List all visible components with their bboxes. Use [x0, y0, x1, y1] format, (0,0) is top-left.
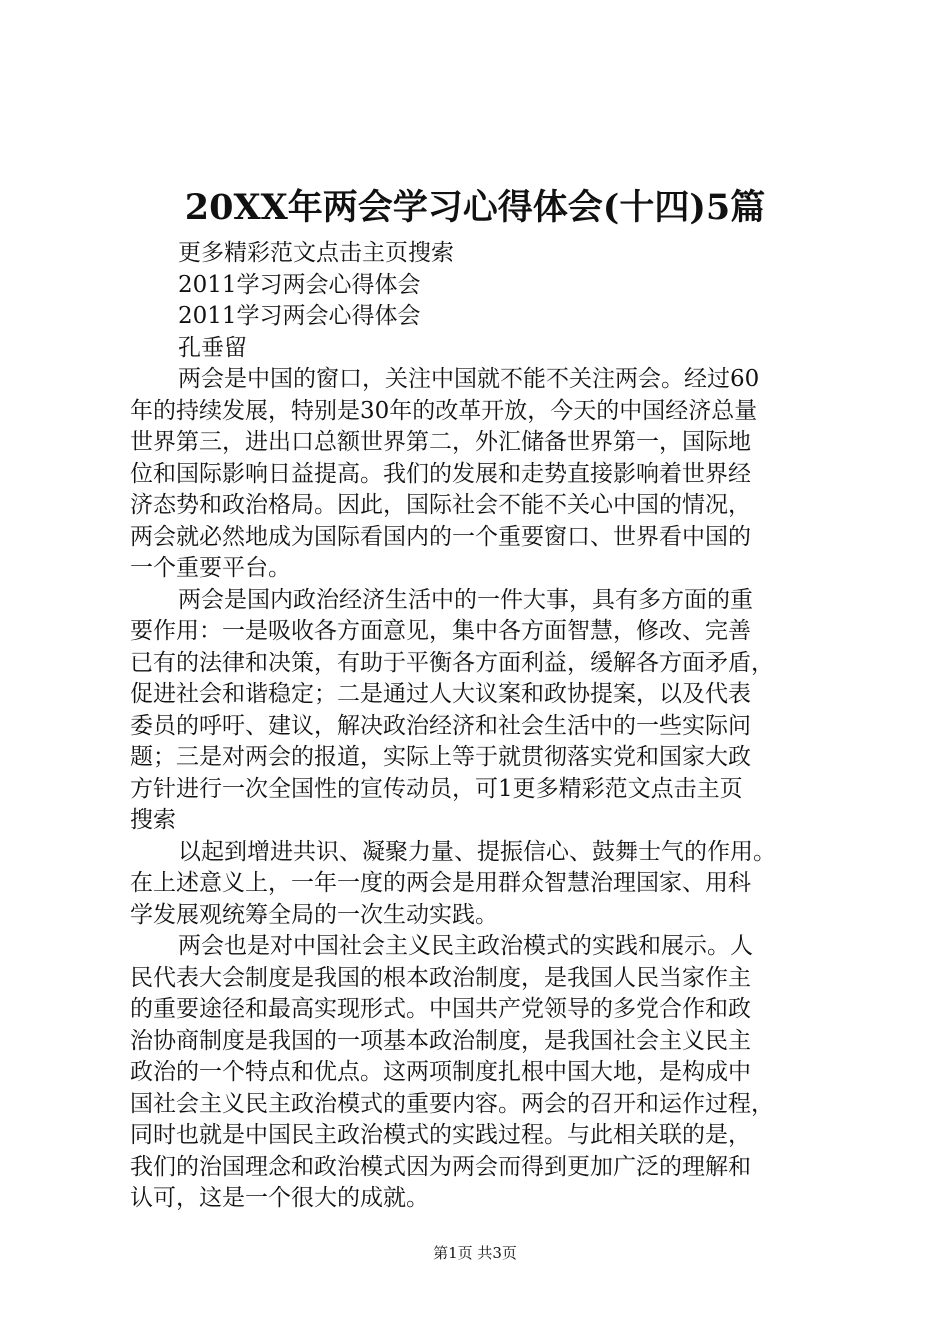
text-line: 世界第三，进出口总额世界第二，外汇储备世界第一，国际地 — [130, 429, 751, 455]
text-line: 我们的治国理念和政治模式因为两会而得到更加广泛的理解和 — [130, 1153, 751, 1180]
text-line: 两会也是对中国社会主义民主政治模式的实践和展示。人 — [178, 933, 753, 959]
text-line: 两会就必然地成为国际看国内的一个重要窗口、世界看中国的 — [130, 523, 751, 550]
text-line: 济态势和政治格局。因此，国际社会不能不关心中国的情况， — [130, 492, 751, 518]
text-line: 更多精彩范文点击主页搜索 — [178, 240, 454, 266]
page-footer: 第1页 共3页 — [433, 1244, 517, 1262]
document-body — [130, 238, 850, 1215]
text-line: 促进社会和谐稳定；二是通过人大议案和政协提案，以及代表 — [130, 681, 751, 707]
text-line: 2011学习两会心得体会 — [178, 271, 421, 298]
text-line: 已有的法律和决策，有助于平衡各方面利益，缓解各方面矛盾， — [130, 649, 774, 676]
text-line: 2011学习两会心得体会 — [178, 303, 421, 329]
text-line: 治协商制度是我国的一项基本政治制度，是我国社会主义民主 — [130, 1027, 751, 1054]
text-line: 委员的呼吁、建议，解决政治经济和社会生活中的一些实际问 — [130, 712, 751, 739]
text-line: 政治的一个特点和优点。这两项制度扎根中国大地，是构成中 — [130, 1059, 751, 1085]
text-line: 位和国际影响日益提高。我们的发展和走势直接影响着世界经 — [130, 460, 751, 487]
text-line: 年的持续发展，特别是30年的改革开放，今天的中国经济总量 — [130, 397, 758, 424]
text-line: 民代表大会制度是我国的根本政治制度，是我国人民当家作主 — [130, 964, 751, 991]
text-line: 两会是国内政治经济生活中的一件大事，具有多方面的重 — [178, 586, 753, 613]
text-line: 孔垂留 — [178, 334, 247, 361]
text-line: 以起到增进共识、凝聚力量、提振信心、鼓舞士气的作用。 — [178, 838, 776, 865]
text-line: 题；三是对两会的报道，实际上等于就贯彻落实党和国家大政 — [130, 744, 751, 770]
text-line: 在上述意义上，一年一度的两会是用群众智慧治理国家、用科 — [130, 870, 751, 896]
text-line: 国社会主义民主政治模式的重要内容。两会的召开和运作过程， — [130, 1090, 774, 1117]
text-line: 搜索 — [130, 807, 176, 833]
text-line: 两会是中国的窗口，关注中国就不能不关注两会。经过60 — [178, 366, 760, 392]
text-line: 方针进行一次全国性的宣传动员，可1更多精彩范文点击主页 — [130, 775, 743, 802]
text-line: 学发展观统筹全局的一次生动实践。 — [130, 901, 498, 928]
document-title: 20XX年两会学习心得体会(十四)5篇 — [184, 187, 766, 228]
text-line: 认可，这是一个很大的成就。 — [130, 1185, 429, 1211]
text-line: 同时也就是中国民主政治模式的实践过程。与此相关联的是， — [130, 1122, 751, 1148]
text-line: 一个重要平台。 — [130, 555, 291, 581]
text-line: 的重要途径和最高实现形式。中国共产党领导的多党合作和政 — [130, 996, 751, 1022]
text-line: 要作用：一是吸收各方面意见，集中各方面智慧，修改、完善 — [130, 618, 751, 644]
